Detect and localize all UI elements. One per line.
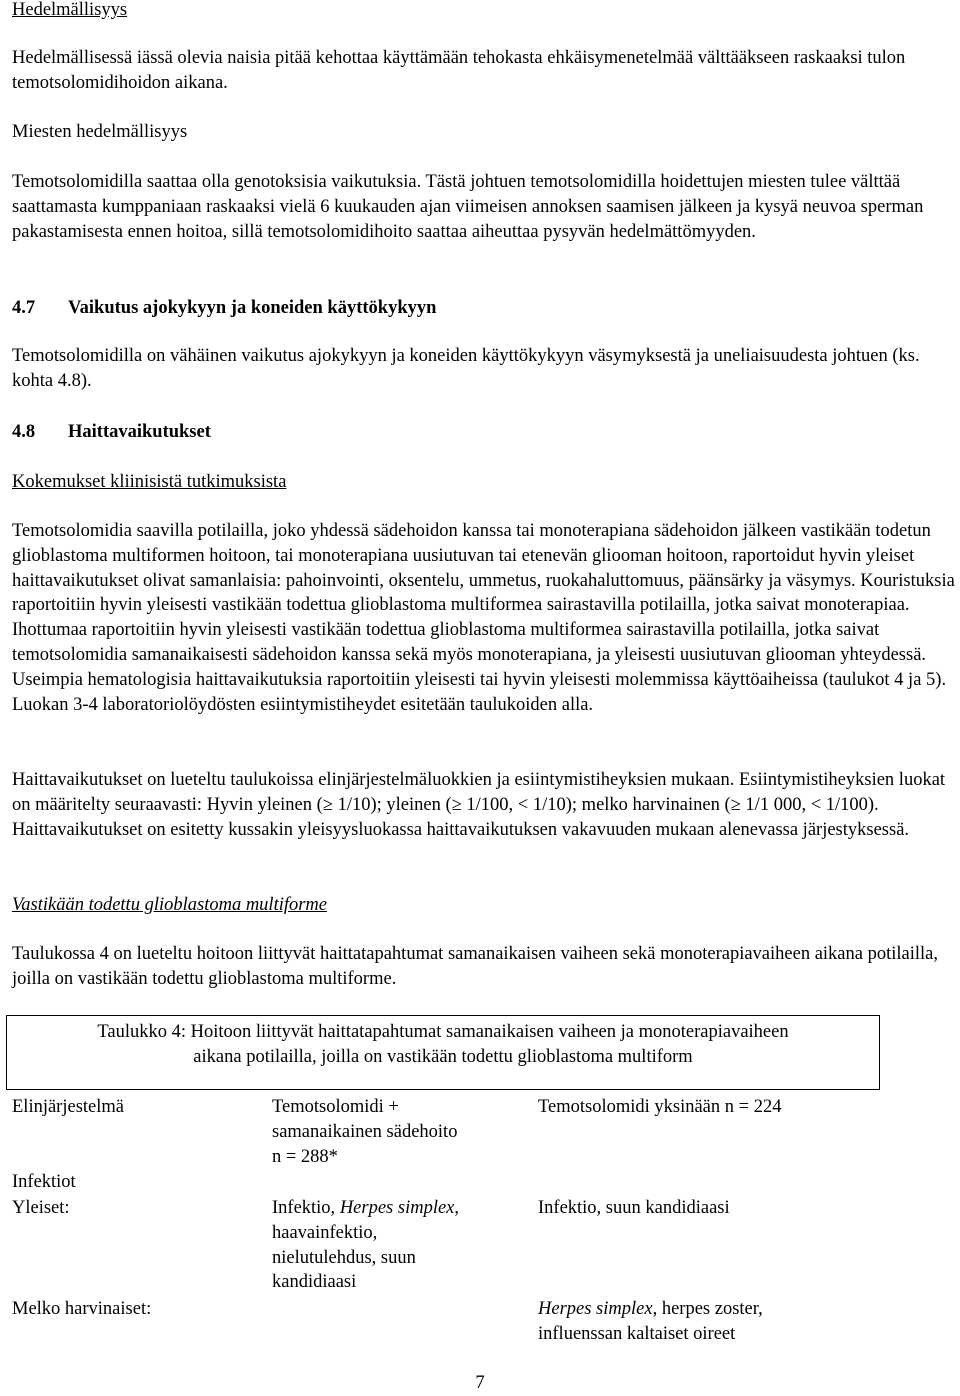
row-common-monotherapy: Infektio, suun kandidiaasi xyxy=(538,1198,730,1218)
col-header-organ-system: Elinjärjestelmä xyxy=(12,1097,124,1117)
row-label-common: Yleiset: xyxy=(12,1198,70,1218)
table-4-caption xyxy=(6,1015,880,1090)
adverse-effects-paragraph: Temotsolomidia saavilla potilailla, joko yhdessä sädehoidon kanssa tai monoterapiana sädehoidon jälkeen vastikään todetun glioblastoma multiformen hoitoon, tai monoterapiana uusiutuvan tai etenevän gliooman hoitoon, raportoidut hyvin yleiset haittavaikutukset olivat samanlaisia: pahoinvointi, oksentelu, ummetus, ruokahaluttomuus, päänsärky ja väsymys. Kouristuksia raportoitiin hyvin yleisesti vastikään todettua glioblastoma multiformea sairastavilla potilailla, jotka saivat monoterapiaa. Ihottumaa raportoitiin hyvin yleisesti vastikään todettua glioblastoma multiformea sairastavilla potilailla, jotka saivat temotsolomidia samanaikaisesti sädehoidon kanssa sekä myös monoterapiana, ja yleisesti uusiutuvan gliooman yhteydessä. Useimpia hematologisia haittavaikutuksia raportoitiin yleisesti tai hyvin yleisesti molemmissa käyttöaiheissa (taulukot 4 ja 5). Luokan 3-4 laboratoriolöydösten esiintymistiheydet esitetään taulukoiden alla. xyxy=(12,521,955,715)
cell-text: , xyxy=(454,1198,460,1218)
caption-line: Taulukko 4: Hoitoon liittyvät haittatapahtumat samanaikaisen vaiheen ja monoterapiavaiheen xyxy=(97,1022,789,1042)
cell-line: influenssan kaltaiset oireet xyxy=(538,1323,736,1344)
cell-line: haavainfektio, xyxy=(272,1222,378,1243)
glioblastoma-subheading: Vastikään todettu glioblastoma multiforme xyxy=(12,895,328,915)
col-header-monotherapy: Temotsolomidi yksinään n = 224 xyxy=(538,1097,782,1117)
header-line: n = 288* xyxy=(272,1146,338,1167)
col-header-concomitant xyxy=(272,1095,457,1169)
cell-line: kandidiaasi xyxy=(272,1272,357,1293)
section-4-7-paragraph: Temotsolomidilla on vähäinen vaikutus ajokykyyn ja koneiden käyttökykyyn väsymyksestä ja uneliaisuudesta johtuen (ks. kohta 4.8). xyxy=(12,346,920,391)
row-uncommon-monotherapy xyxy=(538,1297,763,1347)
fertility-heading: Hedelmällisyys xyxy=(12,0,128,20)
section-4-7-heading xyxy=(12,296,436,321)
cell-line xyxy=(538,1297,763,1322)
frequency-paragraph: Haittavaikutukset on lueteltu taulukoissa elinjärjestelmäluokkien ja esiintymistiheyksien mukaan. Esiintymistiheyksien luokat on määritelty seuraavasti: Hyvin yleinen (≥ 1/10); yleinen (≥ 1/100, < 1/10); melko harvinainen (≥ 1/1 000, < 1/100). Haittavaikutukset on esitetty kussakin yleisyysluokassa haittavaikutuksen vakavuuden mukaan alenevassa järjestyksessä. xyxy=(12,770,946,840)
page-number: 7 xyxy=(475,1373,485,1393)
cell-text: Infektio, xyxy=(272,1198,336,1218)
caption-line: aikana potilailla, joilla on vastikään todettu glioblastoma multiform xyxy=(193,1046,693,1067)
cell-line xyxy=(272,1196,459,1221)
section-title: Vaikutus ajokykyyn ja koneiden käyttökykyyn xyxy=(68,298,437,318)
table-intro-paragraph: Taulukossa 4 on lueteltu hoitoon liittyvät haittatapahtumat samanaikaisen vaiheen sekä monoterapiavaiheen aikana potilailla, joilla on vastikään todettu glioblastoma multiforme. xyxy=(12,944,938,989)
group-infections: Infektiot xyxy=(12,1172,76,1192)
clinical-trials-subheading: Kokemukset kliinisistä tutkimuksista xyxy=(12,472,287,492)
section-number: 4.8 xyxy=(12,422,36,442)
header-line: Temotsolomidi + xyxy=(272,1097,399,1117)
cell-line: nielutulehdus, suun xyxy=(272,1247,416,1268)
cell-text-italic: Herpes simplex xyxy=(339,1198,455,1218)
section-number: 4.7 xyxy=(12,298,36,318)
cell-text: , herpes zoster, xyxy=(652,1299,763,1319)
header-line: samanaikainen sädehoito xyxy=(272,1121,458,1142)
men-fertility-subheading: Miesten hedelmällisyys xyxy=(12,122,188,142)
fertility-women-paragraph: Hedelmällisessä iässä olevia naisia pitää kehottaa käyttämään tehokasta ehkäisymenetelmää välttääkseen raskaaksi tulon temotsolomidihoidon aikana. xyxy=(12,48,906,93)
cell-text-italic: Herpes simplex xyxy=(538,1299,653,1319)
row-label-uncommon: Melko harvinaiset: xyxy=(12,1299,152,1319)
section-4-8-heading xyxy=(12,420,211,445)
men-fertility-paragraph: Temotsolomidilla saattaa olla genotoksisia vaikutuksia. Tästä johtuen temotsolomidilla hoidettujen miesten tulee välttää saattamasta kumppaniaan raskaaksi vielä 6 kuukauden ajan viimeisen annoksen saamisen jälkeen ja kysyä neuvoa sperman pakastamisesta ennen hoitoa, sillä temotsolomidihoito saattaa aiheuttaa pysyvän hedelmättömyyden. xyxy=(12,172,924,242)
row-common-concomitant xyxy=(272,1196,459,1295)
section-title: Haittavaikutukset xyxy=(68,422,211,442)
